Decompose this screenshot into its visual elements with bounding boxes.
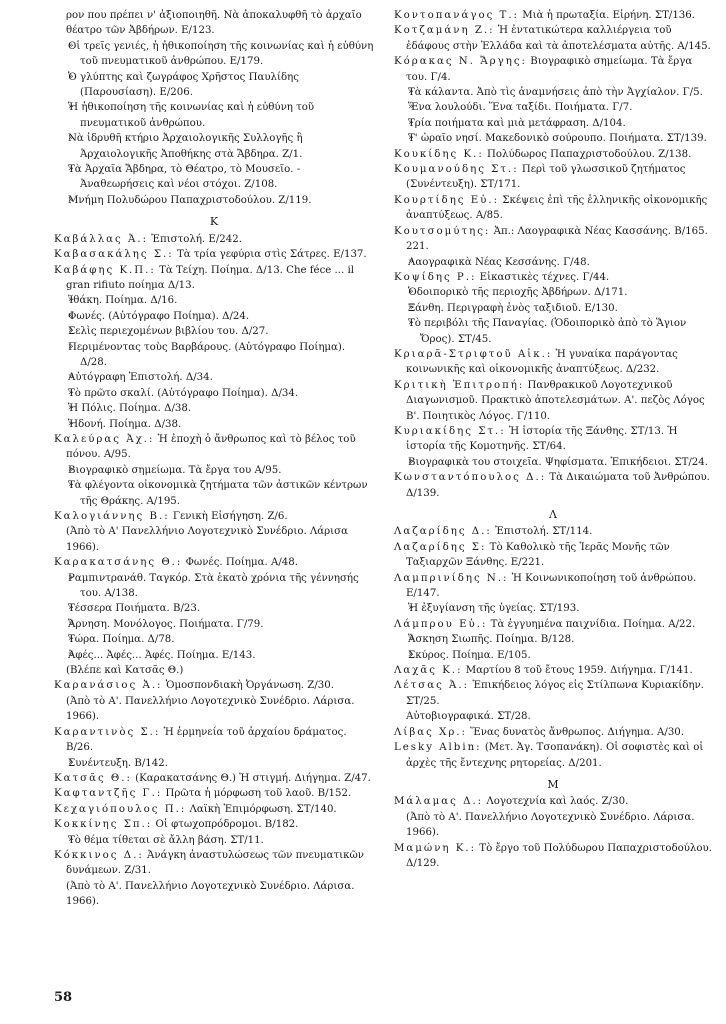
index-entry xyxy=(394,424,712,455)
entry-text: Φωνές. Ποίημα. Α/48. xyxy=(182,557,298,569)
index-entry xyxy=(394,162,712,193)
entry-author: Καρανάσιος Ἀ.: xyxy=(54,680,163,692)
sub-entry xyxy=(54,386,374,401)
entry-author: Καβασακάλης Σ.: xyxy=(54,249,174,261)
right-entries-l-block xyxy=(394,524,712,771)
index-entry xyxy=(394,663,712,678)
index-entry xyxy=(54,247,374,262)
entry-author: Κοτζαμάνη Ζ.: xyxy=(394,25,495,37)
entry-author: Καβάφης Κ.Π.: xyxy=(54,264,156,276)
entry-text: Ἡ γυναίκα παράγοντας κοινωνικῆς καὶ οἰκονομικῆς ἀναπτύξεως. Δ/232. xyxy=(406,348,678,376)
sub-entry xyxy=(54,162,374,193)
sub-entry xyxy=(54,370,374,385)
entry-text: Τὸ πρῶτο σκαλί. (Αὐτόγραφο Ποίημα). Δ/34. xyxy=(68,387,299,399)
entry-text: Γενικὴ Εἰσήγηση. Ζ/6. xyxy=(169,511,288,522)
entry-author: Κόκκινος Δ.: xyxy=(54,849,144,861)
entry-text: Ἡ ἠθικοποίηση τῆς κοινωνίας καὶ ἡ εὐθύνη τοῦ πνευματικοῦ ἀνθρώπου. xyxy=(68,102,315,129)
entry-author: Λαχᾶς Κ.: xyxy=(394,665,463,677)
entry-author: Lesky Albin: xyxy=(394,742,482,754)
index-entry xyxy=(54,678,374,693)
entry-text: Ἄρνηση. Μονόλογος. Ποιήματα. Γ/79. xyxy=(68,618,264,630)
entry-author: Κοψίδης Ρ.: xyxy=(394,271,477,283)
left-entries-block xyxy=(54,232,374,910)
index-entry xyxy=(54,848,374,879)
entry-author: Καλογιάννης Β.: xyxy=(54,511,170,522)
entry-text: Τὰ Ἀρχαῖα Ἄβδηρα, τὸ Θέατρο, τὸ Μουσεῖο. - Ἀναθεωρήσεις καὶ νέοι στόχοι. Ζ/108. xyxy=(68,164,301,191)
index-entry xyxy=(394,740,712,771)
section-header-m: Μ xyxy=(547,777,559,791)
entry-text: Περιμένοντας τοὺς Βαρβάρους. (Αὐτόγραφο Ποίημα). Δ/28. xyxy=(68,341,346,368)
entry-author: Κριτικὴ Ἐπιτροπή: xyxy=(394,379,525,391)
entry-text: Εἰκαστικὲς τέχνες. Γ/44. xyxy=(476,271,610,283)
index-entry xyxy=(394,8,712,23)
entry-text: Τὰ φλέγοντα οἰκονομικὰ ζητήματα τῶν ἀστικῶν κέντρων τῆς Θράκης. Α/195. xyxy=(68,480,368,507)
index-entry xyxy=(54,725,374,756)
entry-text: Ἡ ἐξυγίανση τῆς ὑγείας. ΣΤ/193. xyxy=(408,603,580,615)
index-entry xyxy=(394,270,712,285)
sub-entry xyxy=(54,293,374,308)
entry-author: Κεχαγιόπουλος Π.: xyxy=(54,803,187,815)
entry-author: Κριαρᾶ-Στριφτοῦ Αἰκ.: xyxy=(394,348,553,360)
entry-text: (Ἀπὸ τὸ Α'. Πανελλήνιο Λογοτεχνικὸ Συνέδριο. Λάρισα. 1966). xyxy=(66,880,355,908)
sub-entry xyxy=(394,648,712,663)
sub-entry xyxy=(54,756,374,771)
sub-entry xyxy=(394,131,712,146)
sub-entry xyxy=(394,100,712,115)
index-entry xyxy=(54,771,374,786)
entry-text: Ξάνθη. Περιγραφὴ ἑνὸς ταξιδιοῦ. Ε/130. xyxy=(408,302,618,314)
index-entry xyxy=(394,794,712,809)
entry-text: Ἕνα λουλούδι. Ἕνα ταξίδι. Ποιήματα. Γ/7. xyxy=(408,102,633,114)
entry-text: ρον που πρέπει ν' ἀξιοποιηθῆ. Νὰ ἀποκαλυφθῆ τὸ ἀρχαῖο θέατρο τῶν Ἀβδήρων. Ε/123. xyxy=(66,10,362,37)
entry-text: Ἡ Πόλις. Ποίημα. Δ/38. xyxy=(68,403,192,415)
sub-entry xyxy=(54,617,374,632)
entry-text: Ἀπ.: Λαογραφικὰ Νέας Κασσάνης. Β/165. 221. xyxy=(406,225,708,253)
entry-text: Τὰ τρία γεφύρια στὶς Σάτρες. Ε/137. xyxy=(173,249,367,261)
entry-author: Λαζαρίδης Σ: xyxy=(394,541,487,553)
index-entry xyxy=(394,725,712,740)
entry-continuation xyxy=(394,810,712,841)
entry-author: Μαμώνη Κ.: xyxy=(394,842,477,854)
entry-text: (Ἀπὸ τὸ Α'. Πανελλήνιο Λογοτεχνικὸ Συνέδριο. Λάρισα. 1966). xyxy=(66,695,355,723)
entry-continuation xyxy=(54,694,374,725)
entry-author: Κωνσταντόπουλος Δ.: xyxy=(394,472,547,484)
entry-text: Ἡ ἐποχὴ ὁ ἄνθρωπος καὶ τὸ βέλος τοῦ πόνου. Α/95. xyxy=(66,433,356,461)
entry-author: Κατσᾶς Θ.: xyxy=(54,772,132,784)
index-entry xyxy=(54,786,374,801)
entry-author: Καρακατσάνης Θ.: xyxy=(54,557,183,569)
entry-text: (Ἀπὸ τὸ Α'. Πανελλήνιο Λογοτεχνικὸ Συνέδριο. Λάρισα. 1966). xyxy=(406,811,695,839)
entry-author: Καραντινὸς Σ.: xyxy=(54,726,161,738)
entry-text: Ἀφές... Ἀφές... Ἀφές. Ποίημα. Ε/143. xyxy=(68,649,256,661)
index-entry xyxy=(54,555,374,570)
entry-text: Βιογραφικὰ του στοιχεῖα. Ψηφίσματα. Ἐπικήδειοι. ΣΤ/24. xyxy=(408,456,709,468)
entry-author: Λαζαρίδης Δ.: xyxy=(394,526,492,538)
entry-text: Ὁδοιπορικὸ τῆς περιοχῆς Ἀβδήρων. Δ/171. xyxy=(408,287,628,299)
entry-text: Φωνές. (Αὐτόγραφο Ποίημα). Δ/24. xyxy=(68,310,250,322)
entry-text: Τὰ ἐγγυημένα παιχνίδια. Ποίημα. Α/22. xyxy=(487,618,696,630)
left-continuation-block xyxy=(54,8,374,208)
entry-text: Σκέψεις ἐπὶ τῆς ἑλληνικῆς οἰκονομικῆς ἀναπτύξεως. Α/85. xyxy=(406,194,708,222)
entry-text: Ἡ Κοινωνικοποίηση τοῦ ἀνθρώπου. Ε/147. xyxy=(406,572,697,600)
entry-text: Ἀνάγκη ἀναστυλώσεως τῶν πνευματικῶν δυνάμεων. Ζ/31. xyxy=(66,849,364,877)
sub-entry xyxy=(54,478,374,509)
entry-text: Ὁμοσπονδιακὴ Ὀργάνωση. Ζ/30. xyxy=(162,680,334,692)
index-entry xyxy=(394,540,712,571)
entry-text: Ἡ ἐντατικώτερα καλλιέργεια τοῦ ἐδάφους στὴν Ἑλλάδα καὶ τὰ ἀποτελέσματα αὐτῆς. Α/145. xyxy=(406,25,711,52)
sub-entry xyxy=(54,324,374,339)
sub-entry xyxy=(394,285,712,300)
index-entry xyxy=(394,224,712,255)
index-entry xyxy=(394,678,712,709)
entry-author: Μάλαμας Δ.: xyxy=(394,796,484,808)
entry-text: Ὁ γλύπτης καὶ ζωγράφος Χρῆστος Παυλίδης (Παρουσίαση). Ε/206. xyxy=(68,71,299,99)
entry-author: Καλεύρας Ἀχ.: xyxy=(54,433,155,445)
entry-text: Περὶ τοῦ γλωσσικοῦ ζητήματος (Συνέντευξη). ΣΤ/171. xyxy=(406,164,686,191)
section-header-k: Κ xyxy=(209,215,219,229)
index-entry xyxy=(394,54,712,85)
index-entry xyxy=(54,802,374,817)
entry-author: Κουτσομύτης: xyxy=(394,225,491,237)
index-entry xyxy=(394,378,712,424)
entry-text: Μιὰ ἡ πρωταξία. Εἰρήνη. ΣΤ/136. xyxy=(519,10,696,21)
entry-text: Τὸ ἔργο τοῦ Πολύδωρου Παπαχριστοδούλου. Δ/129. xyxy=(406,842,712,869)
index-entry xyxy=(394,841,712,872)
entry-text: Πανθρακικοῦ Λογοτεχνικοῦ Διαγωνισμοῦ. Πρακτικὸ ἀποτελεσμάτων. Α'. πεζὸς Λόγος Β'. Ποιητικὸς Λόγος. Γ/110. xyxy=(406,379,705,422)
entry-text: Τώρα. Ποίημα. Δ/78. xyxy=(68,634,175,646)
sub-entry xyxy=(54,401,374,416)
sub-entry xyxy=(54,309,374,324)
sub-entry xyxy=(54,100,374,131)
sub-entry xyxy=(394,455,712,470)
entry-continuation xyxy=(54,524,374,555)
entry-text: Νὰ ἱδρυθῆ κτήριο Ἀρχαιολογικῆς Συλλογῆς ἢ Ἀρχαιολογικῆς Ἀποθήκης στὰ Ἄβδηρα. Ζ/1. xyxy=(68,133,303,160)
sub-entry xyxy=(54,417,374,432)
entry-text: Αὐτοβιογραφικά. ΣΤ/28. xyxy=(406,711,531,723)
entry-text: Λαϊκὴ Ἐπιμόρφωση. ΣΤ/140. xyxy=(186,803,337,815)
entry-text: (Μετ. Ἀγ. Τσοπανάκη). Οἱ σοφιστὲς καὶ οἱ ἀρχὲς τῆς ἔντεχνης ρητορείας. Δ/201. xyxy=(406,742,704,769)
sub-entry xyxy=(394,85,712,100)
entry-continuation xyxy=(54,879,374,910)
entry-text: Ἡ ἑρμηνεία τοῦ ἀρχαίου δράματος. Β/26. xyxy=(66,726,347,754)
index-entry xyxy=(54,817,374,832)
sub-entry xyxy=(54,193,374,208)
entry-text: Βιογραφικὸ σημείωμα. Τὰ ἔργα του Α/95. xyxy=(68,464,282,476)
page-number: 58 xyxy=(54,990,73,1005)
entry-text: Ἡδονή. Ποίημα. Δ/38. xyxy=(68,418,182,430)
entry-text: Ἕνας δυνατὸς ἄνθρωπος. Διήγημα. Α/30. xyxy=(466,726,685,738)
entry-text: Σκύρος. Ποίημα. Ε/105. xyxy=(408,649,531,661)
entry-author: Λέτσας Ἀ.: xyxy=(394,680,470,692)
sub-entry xyxy=(54,340,374,371)
index-entry xyxy=(394,571,712,602)
entry-text: (Καρακατσάνης Θ.) Ἡ στιγμή. Διήγημα. Ζ/47. xyxy=(131,772,371,784)
sub-entry xyxy=(394,255,712,270)
right-column xyxy=(394,8,712,871)
entry-text: Τὸ θέμα τίθεται σὲ ἄλλη βάση. ΣΤ/11. xyxy=(68,834,264,846)
entry-author: Καφταντζῆς Γ.: xyxy=(54,788,163,800)
sub-entry xyxy=(54,463,374,478)
entry-author: Λαμπρινίδης Ν.: xyxy=(394,572,509,584)
index-entry xyxy=(54,232,374,247)
entry-text: Μνήμη Πολυδώρου Παπαχριστοδούλου. Ζ/119. xyxy=(68,194,312,206)
sub-entry xyxy=(54,648,374,663)
entry-continuation xyxy=(54,8,374,39)
entry-text: Ἐπιστολή. ΣΤ/114. xyxy=(491,526,593,538)
entry-text: Οἱ φτωχοπρόδρομοι. Β/182. xyxy=(152,819,299,831)
entry-text: Τ' ὡραῖο νησί. Μακεδονικὸ σούρουπο. Ποιήματα. ΣΤ/139. xyxy=(408,133,707,145)
entry-text: Ἡ ἱστορία τῆς Ξάνθης. ΣΤ/13. Ἡ ἱστορία τῆς Κομοτηνῆς. ΣΤ/64. xyxy=(406,425,678,453)
entry-text: Ἐπικήδειος λόγος εἰς Στίλπωνα Κυριακίδην. ΣΤ/25. xyxy=(406,680,704,707)
index-entry xyxy=(394,524,712,539)
entry-text: Ἐπιστολή. Ε/242. xyxy=(148,233,242,245)
entry-text: Αὐτόγραφη Ἐπιστολή. Δ/34. xyxy=(68,372,213,384)
entry-author: Κοκκίνης Σπ.: xyxy=(54,819,153,831)
entry-text: Τὰ κάλαντα. Ἀπὸ τὶς ἀναμνήσεις ἀπὸ τὴν Ἀγχίαλον. Γ/5. xyxy=(408,87,703,99)
entry-text: Τὰ Τείχη. Ποίημα. Δ/13. Che féce ... il gran rifiuto ποίημα Δ/13. xyxy=(66,264,355,291)
sub-entry xyxy=(394,632,712,647)
sub-entry xyxy=(54,833,374,848)
sub-entry xyxy=(394,316,712,347)
sub-entry xyxy=(54,571,374,602)
entry-author: Λάμπρου Εὐ.: xyxy=(394,618,488,630)
left-column xyxy=(54,8,374,910)
sub-entry xyxy=(54,601,374,616)
entry-text: Λαογραφικὰ Νέας Κεσσάνης. Γ/48. xyxy=(408,256,590,268)
index-entry xyxy=(394,23,712,54)
entry-text: Μαρτίου 8 τοῦ ἔτους 1959. Διήγημα. Γ/141. xyxy=(462,665,693,677)
index-entry xyxy=(394,617,712,632)
entry-text: Σελὶς περιεχομένων βιβλίου του. Δ/27. xyxy=(68,326,269,338)
index-entry xyxy=(394,193,712,224)
sub-entry xyxy=(54,632,374,647)
entry-author: Κουκίδης Κ.: xyxy=(394,148,484,160)
entry-author: Κουρτίδης Εὐ.: xyxy=(394,194,500,206)
index-entry xyxy=(54,263,374,294)
sub-entry xyxy=(394,601,712,616)
entry-text: Πολύδωρος Παπαχριστοδούλου. Ζ/138. xyxy=(483,148,692,160)
index-entry xyxy=(54,509,374,524)
entry-text: Τέσσερα Ποιήματα. Β/23. xyxy=(68,603,201,615)
sub-entry xyxy=(394,301,712,316)
sub-entry xyxy=(394,116,712,131)
index-entry xyxy=(394,470,712,501)
entry-text: Τὸ περιβόλι τῆς Παναγίας. (Ὁδοιπορικὸ ἀπὸ τὸ Ἅγιον Ὄρος). ΣΤ/45. xyxy=(408,318,687,345)
index-entry xyxy=(394,347,712,378)
entry-text: Ἄσκηση Σιωπῆς. Ποίημα. Β/128. xyxy=(408,634,575,646)
sub-entry xyxy=(54,131,374,162)
entry-text: Τρία ποιήματα καὶ μιὰ μετάφραση. Δ/104. xyxy=(408,117,626,129)
entry-author: Κόρακας Ν. Ἄργης: xyxy=(394,56,527,68)
entry-author: Λίβας Χρ.: xyxy=(394,726,467,738)
sub-entry xyxy=(54,39,374,70)
entry-author: Κυριακίδης Στ.: xyxy=(394,425,506,437)
entry-text: Τὸ Καθολικὸ τῆς Ἱερᾶς Μονῆς τῶν Ταξιαρχῶν Ξάνθης. Ε/221. xyxy=(406,541,670,569)
entry-text: Βιογραφικὸ σημείωμα. Τὰ ἔργα του. Γ/4. xyxy=(406,56,693,83)
entry-continuation xyxy=(54,663,374,678)
index-entry xyxy=(394,147,712,162)
entry-text: (Ἀπὸ τὸ Α' Πανελλήνιο Λογοτεχνικὸ Συνέδριο. Λάρισα 1966). xyxy=(66,526,348,553)
entry-author: Καβάλλας Ἀ.: xyxy=(54,233,149,245)
entry-text: Οἱ τρεῖς γενιές, ἡ ἠθικοποίηση τῆς κοινωνίας καὶ ἡ εὐθύνη τοῦ πνευματικοῦ ἀνθρώπου. Ε/179. xyxy=(68,40,374,68)
right-entries-k-block xyxy=(394,8,712,501)
entry-text: Πρῶτα ἡ μόρφωση τοῦ λαοῦ. Β/152. xyxy=(162,788,352,800)
entry-continuation xyxy=(394,709,712,724)
entry-text: (Βλέπε καὶ Κατσᾶς Θ.) xyxy=(66,665,184,677)
entry-text: Λογοτεχνία καὶ λαός. Ζ/30. xyxy=(483,796,629,808)
sub-entry xyxy=(54,70,374,101)
entry-author: Κουμανούδης Στ.: xyxy=(394,164,519,176)
index-entry xyxy=(54,432,374,463)
entry-text: Τὰ Δικαιώματα τοῦ Ἀνθρώπου. Δ/139. xyxy=(406,472,710,499)
entry-text: Ἰθάκη. Ποίημα. Δ/16. xyxy=(68,295,178,307)
entry-text: Συνέντευξη. Β/142. xyxy=(68,757,168,769)
entry-author: Κοντοπανάγος Τ.: xyxy=(394,10,519,21)
entry-text: Ραμπιντρανάθ. Ταγκόρ. Στὰ ἑκατὸ χρόνια τῆς γέννησής του. Α/138. xyxy=(68,572,359,600)
section-header-l: Λ xyxy=(549,508,557,521)
right-entries-m-block xyxy=(394,794,712,871)
